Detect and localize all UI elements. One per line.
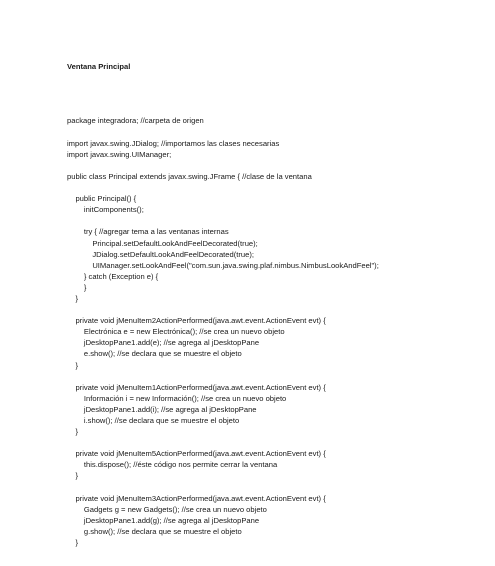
code-line: } xyxy=(67,360,78,370)
code-line: private void jMenuItem1ActionPerformed(java.awt.event.ActionEvent evt) { xyxy=(67,382,326,392)
code-line: import javax.swing.UIManager; xyxy=(67,149,172,159)
code-line: public class Principal extends javax.swing.JFrame { //clase de la ventana xyxy=(67,171,312,181)
document-title: Ventana Principal xyxy=(67,62,131,71)
code-line: import javax.swing.JDialog; //importamos las clases necesarias xyxy=(67,138,280,148)
code-line: e.show(); //se declara que se muestre el objeto xyxy=(67,349,242,359)
spacer xyxy=(67,90,487,97)
code-line: private void jMenuItem2ActionPerformed(java.awt.event.ActionEvent evt) { xyxy=(67,316,326,326)
code-line: jDesktopPane1.add(e); //se agrega al jDesktopPane xyxy=(67,338,260,348)
code-line: public Principal() { xyxy=(67,194,137,204)
blank-line xyxy=(67,160,487,171)
code-line: this.dispose(); //éste código nos permite cerrar la ventana xyxy=(67,460,278,470)
code-line: initComponents(); xyxy=(67,205,144,215)
code-line: Información i = new Información(); //se crea un nuevo objeto xyxy=(67,393,287,403)
code-line: Electrónica e = new Electrónica(); //se crea un nuevo objeto xyxy=(67,327,285,337)
blank-line xyxy=(67,127,487,138)
code-line: JDialog.setDefaultLookAndFeelDecorated(true); xyxy=(67,249,254,259)
code-listing xyxy=(67,115,487,548)
code-line: jDesktopPane1.add(i); //se agrega al jDesktopPane xyxy=(67,404,257,414)
code-line: Principal.setDefaultLookAndFeelDecorated(true); xyxy=(67,238,258,248)
code-line: } xyxy=(67,538,78,548)
blank-line xyxy=(67,371,487,382)
code-line: i.show(); //se declara que se muestre el objeto xyxy=(67,416,240,426)
code-line: jDesktopPane1.add(g); //se agrega al jDesktopPane xyxy=(67,515,260,525)
code-line: g.show(); //se declara que se muestre el objeto xyxy=(67,526,242,536)
code-line: UIManager.setLookAndFeel("com.sun.java.swing.plaf.nimbus.NimbusLookAndFeel"); xyxy=(67,260,379,270)
code-line: } xyxy=(67,293,78,303)
blank-line xyxy=(67,482,487,493)
code-line: private void jMenuItem3ActionPerformed(java.awt.event.ActionEvent evt) { xyxy=(67,493,326,503)
code-line: } catch (Exception e) { xyxy=(67,271,159,281)
code-line: try { //agregar tema a las ventanas internas xyxy=(67,227,229,237)
blank-line xyxy=(67,304,487,315)
code-line: package integradora; //carpeta de origen xyxy=(67,116,204,126)
code-document xyxy=(67,43,487,566)
blank-line xyxy=(67,437,487,448)
blank-line xyxy=(67,215,487,226)
code-line: Gadgets g = new Gadgets(); //se crea un nuevo objeto xyxy=(67,504,267,514)
code-line: } xyxy=(67,282,87,292)
code-line: } xyxy=(67,471,78,481)
code-line: } xyxy=(67,427,78,437)
blank-line xyxy=(67,182,487,193)
code-line: private void jMenuItem5ActionPerformed(java.awt.event.ActionEvent evt) { xyxy=(67,449,326,459)
